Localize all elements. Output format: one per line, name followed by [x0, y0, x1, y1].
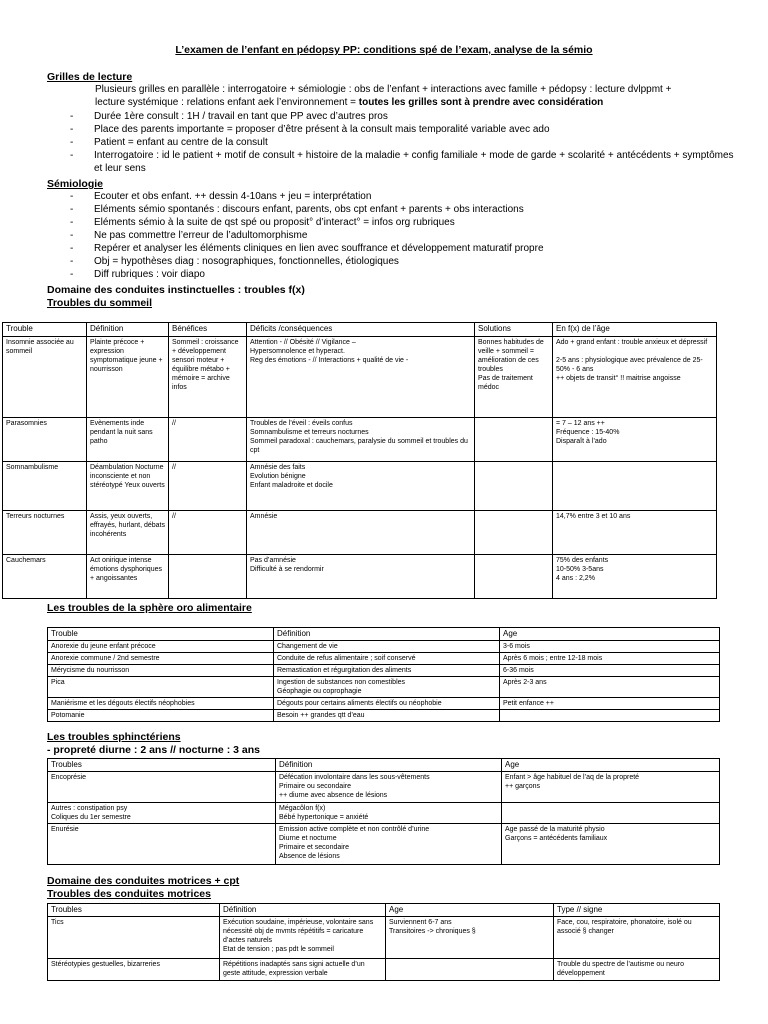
- table-cell: Conduite de refus alimentaire ; soif conservé: [274, 653, 500, 665]
- table-cell: Maniérisme et les dégouts électifs néophobies: [48, 698, 274, 710]
- column-header: Définition: [274, 628, 500, 641]
- subheading-sphincteriens: Les troubles sphinctériens: [47, 731, 181, 743]
- table-row: [48, 772, 720, 803]
- table-row: [48, 803, 720, 824]
- table-cell: Parasomnies: [3, 418, 87, 462]
- table-cell: Act onirique intense émotions dysphoriques + angoissantes: [87, 555, 169, 599]
- column-header: Bénéfices: [169, 323, 247, 337]
- table-cell: Troubles de l’éveil : éveils confus Somnambulisme et terreurs nocturnes Sommeil paradoxal : cauchemars, paralysie du sommeil et troubles du cpt: [247, 418, 475, 462]
- table-row: [3, 511, 717, 555]
- table-cell: Tics: [48, 917, 220, 959]
- table-cell: [386, 959, 554, 981]
- semio-bullet-text: Eléments sémio spontanés : discours enfant, parents, obs cpt enfant + parents + obs interactions: [94, 204, 524, 215]
- table-cell: Ingestion de substances non comestibles Géophagie ou coprophagie: [274, 677, 500, 698]
- table-cell: [502, 803, 720, 824]
- table-row: [48, 959, 720, 981]
- column-header: Age: [386, 904, 554, 917]
- sphincteriens-table: [47, 758, 720, 865]
- table-cell: Amnésie des faits Evolution bénigne Enfant maladroite et docile: [247, 462, 475, 511]
- table-cell: Répétitions inadaptés sans signi actuelle d’un geste attitude, expression verbale: [220, 959, 386, 981]
- motrices-table: [47, 903, 720, 981]
- table-cell: [475, 555, 553, 599]
- table-cell: Amnésie: [247, 511, 475, 555]
- table-row: [3, 462, 717, 511]
- table-cell: Emission active complète et non contrôlé d’urine Diurne et nocturne Primaire et secondaire Absence de lésions: [276, 824, 502, 865]
- grilles-intro-emphasis: toutes les grilles sont à prendre avec considération: [358, 97, 604, 108]
- table-header-row: [48, 904, 720, 917]
- table-cell: Anorexie du jeune enfant précoce: [48, 641, 274, 653]
- table-cell: Enfant > âge habituel de l’aq de la propreté ++ garçons: [502, 772, 720, 803]
- oro-alimentaire-table: [47, 627, 720, 722]
- subheading-oro-alimentaire: Les troubles de la sphère oro alimentaire: [47, 602, 252, 614]
- table-row: [3, 418, 717, 462]
- semio-bullet-text: Diff rubriques : voir diapo: [94, 269, 205, 280]
- table-cell: = 7 – 12 ans ++ Fréquence : 15-40% Disparaît à l’ado: [553, 418, 717, 462]
- column-header: Age: [500, 628, 720, 641]
- table-cell: [475, 511, 553, 555]
- table-cell: Exécution soudaine, impérieuse, volontaire sans nécessité obj de mvmts répétitifs = caricature d’actes naturels Etat de tension ; pas pdt le sommeil: [220, 917, 386, 959]
- table-cell: Petit enfance ++: [500, 698, 720, 710]
- table-cell: Age passé de la maturité physio Garçons = antécédents familiaux: [502, 824, 720, 865]
- column-header: Trouble: [48, 628, 274, 641]
- table-cell: Trouble du spectre de l’autisme ou neuro développement: [554, 959, 720, 981]
- table-cell: Evènements inde pendant la nuit sans patho: [87, 418, 169, 462]
- table-cell: //: [169, 511, 247, 555]
- table-row: [48, 665, 720, 677]
- table-cell: Insomnie associée au sommeil: [3, 337, 87, 418]
- table-row: [48, 824, 720, 865]
- semio-bullet-text: Ne pas commettre l’erreur de l’adultomorphisme: [94, 230, 308, 241]
- table-row: [48, 641, 720, 653]
- table-cell: Assis, yeux ouverts, effrayés, hurlant, débats incohérents: [87, 511, 169, 555]
- table-row: [48, 710, 720, 722]
- sommeil-table: [2, 322, 717, 599]
- table-cell: 75% des enfants 10-50% 3-5ans 4 ans : 2,2%: [553, 555, 717, 599]
- table-header-row: [48, 628, 720, 641]
- table-cell: [553, 462, 717, 511]
- table-cell: Stéréotypies gestuelles, bizarreries: [48, 959, 220, 981]
- column-header: Définition: [276, 759, 502, 772]
- table-cell: Plainte précoce + expression symptomatique jeune + nourrisson: [87, 337, 169, 418]
- table-cell: Ado + grand enfant : trouble anxieux et dépressif 2-5 ans : physiologique avec prévalence de 25-50% - 6 ans ++ objets de transit° !! maitrise angoisse: [553, 337, 717, 418]
- table-cell: Terreurs nocturnes: [3, 511, 87, 555]
- table-cell: [169, 555, 247, 599]
- table-cell: Après 2-3 ans: [500, 677, 720, 698]
- sphincteriens-note: - propreté diurne : 2 ans // nocturne : 3 ans: [47, 744, 260, 756]
- table-cell: 14,7% entre 3 et 10 ans: [553, 511, 717, 555]
- column-header: Solutions: [475, 323, 553, 337]
- column-header: Troubles: [48, 904, 220, 917]
- table-cell: Enurésie: [48, 824, 276, 865]
- table-header-row: [48, 759, 720, 772]
- table-cell: Défécation involontaire dans les sous-vêtements Primaire ou secondaire ++ diurne avec absence de lésions: [276, 772, 502, 803]
- column-header: Trouble: [3, 323, 87, 337]
- table-cell: Autres : constipation psy Coliques du 1er semestre: [48, 803, 276, 824]
- table-header-row: [3, 323, 717, 337]
- table-cell: Attention - // Obésité // Vigilance – Hypersomnolence et hyperact. Reg des émotions - // Interactions + qualité de vie -: [247, 337, 475, 418]
- table-cell: Remastication et régurgitation des aliments: [274, 665, 500, 677]
- grilles-bullet-text: Patient = enfant au centre de la consult: [94, 137, 268, 148]
- column-header: Age: [502, 759, 720, 772]
- column-header: Troubles: [48, 759, 276, 772]
- table-cell: Potomanie: [48, 710, 274, 722]
- grilles-bullet-text: Place des parents importante = proposer d’être présent à la consult mais temporalité variable avec ado: [94, 124, 550, 135]
- semio-bullet-text: Repérer et analyser les éléments cliniques en lien avec souffrance et développement maturatif propre: [94, 243, 544, 254]
- table-cell: 3-6 mois: [500, 641, 720, 653]
- subheading-motrices: Troubles des conduites motrices: [47, 888, 211, 900]
- table-cell: Besoin ++ grandes qtt d’eau: [274, 710, 500, 722]
- table-cell: Somnambulisme: [3, 462, 87, 511]
- table-cell: Pica: [48, 677, 274, 698]
- semio-bullet-text: Ecouter et obs enfant. ++ dessin 4-10ans + jeu = interprétation: [94, 191, 372, 202]
- subheading-sommeil: Troubles du sommeil: [47, 297, 153, 309]
- table-cell: 6-36 mois: [500, 665, 720, 677]
- table-cell: Mégacôlon f(x) Bébé hypertonique = anxiété: [276, 803, 502, 824]
- grilles-intro-line-1: Plusieurs grilles en parallèle : interrogatoire + sémiologie : obs de l’enfant + interactions avec famille + pédopsy : lecture dvlppmt +: [95, 84, 672, 95]
- table-row: [3, 555, 717, 599]
- table-cell: Cauchemars: [3, 555, 87, 599]
- table-cell: Surviennent 6-7 ans Transitoires -> chroniques §: [386, 917, 554, 959]
- table-cell: Face, cou, respiratoire, phonatoire, isolé ou associé § changer: [554, 917, 720, 959]
- table-row: [48, 917, 720, 959]
- table-cell: //: [169, 462, 247, 511]
- page-title: L’examen de l’enfant en pédopsy PP: conditions spé de l’exam, analyse de la sémio: [175, 44, 593, 56]
- table-cell: [475, 418, 553, 462]
- table-cell: Anorexie commune / 2nd semestre: [48, 653, 274, 665]
- table-cell: Après 6 mois ; entre 12-18 mois: [500, 653, 720, 665]
- table-row: [48, 653, 720, 665]
- table-cell: [500, 710, 720, 722]
- document-page: L’examen de l’enfant en pédopsy PP: conditions spé de l’exam, analyse de la sémio Grilles de lecture Plusieurs grilles en parallèle : interrogatoire + sémiologie : obs de l’enfant + interactions avec famille + pédopsy : lecture dvlppmt + lecture systémique : relations enfant aek l’environnement = toutes les grilles sont à prendre avec considération - Durée 1ère consult : 1H / travail en tant que PP avec d’autres pros - Place des parents importante = proposer d’être présent à la consult mais temporalité variable avec ado - Patient = enfant au centre de la consult - Interrogatoire : id le patient + motif de consult + histoire de la maladie + config familiale + mode de garde + scolarité + antécédents + symptômes et leur sens Sémiologie - Ecouter et obs enfant. ++ dessin 4-10ans + jeu = interprétation - Eléments sémio spontanés : discours enfant, parents, obs cpt enfant + parents + obs interactions - Eléments sémio à la suite de qst spé ou proposit° d’interact° = infos org rubriques - Ne pas commettre l’erreur de l’adultomorphisme - Repérer et analyser les éléments cliniques en lien avec souffrance et développement maturatif propre - Obj = hypothèses diag : nosographiques, fonctionnelles, étiologiques - Diff rubriques : voir diapo Domaine des conduites instinctuelles : troubles f(x) Troubles du sommeil Trouble Définition Bénéfices Déficits /conséquences Solutions En f(x) de l’âge Insomnie associée au sommeil Plainte précoce + expression symptomatique jeune + nourrisson Sommeil : croissance + développement sensori moteur + équilibre métabo + mémoire = archive infos Attention - // Obésité // Vigilance – Hypersomnolence et hyperact. Reg des émotions - // Interactions + qualité de vie - Bonnes habitudes de veille + sommeil = amélioration de ces troubles Pas de traitement médoc Ado + grand enfant : trouble anxieux et dépressif 2-5 ans : physiologique avec prévalence de 25-50% - 6 ans ++ objets de transit° !! maitrise angoisse Parasomnies Evènements inde pendant la nuit sans patho // Troubles de l’éveil : éveils confus Somnambulisme et terreurs nocturnes Sommeil paradoxal : cauchemars, paralysie du sommeil et troubles du cpt = 7 – 12 ans ++ Fréquence : 15-40% Disparaît à l’ado Somnambulisme Déambulation Nocturne inconsciente et non stéréotypé Yeux ouverts // Amnésie des faits Evolution bénigne Enfant maladroite et docile Terreurs nocturnes Assis, yeux ouverts, effrayés, hurlant, débats incohérents // Amnésie 14,7% entre 3 et 10 ans Cauchemars Act onirique intense émotions dysphoriques + angoissantes Pas d’amnésie Difficulté à se rendormir 75% des enfants 10-50% 3-5ans 4 ans : 2,2% Les troubles de la sphère oro alimentaire Trouble Définition Age Anorexie du jeune enfant précoce Changement de vie 3-6 mois Anorexie commune / 2nd semestre Conduite de refus alimentaire ; soif conservé Après 6 mois ; entre 12-18 mois Mérycisme du nourrisson Remastication et régurgitation des aliments 6-36 mois Pica Ingestion de substances non comestibles Géophagie ou coprophagie Après 2-3 ans Maniérisme et les dégouts électifs néophobies Dégouts pour certains aliments électifs ou néophobie Petit enfance ++ Potomanie Besoin ++ grandes qtt d’eau Les troubles sphinctériens - propreté diurne : 2 ans // nocturne : 3 ans Troubles Définition Age Encoprésie Défécation involontaire dans les sous-vêtements Primaire ou secondaire ++ diurne avec absence de lésions Enfant > âge habituel de l’aq de la propreté ++ garçons Autres : constipation psy Coliques du 1er semestre Mégacôlon f(x) Bébé hypertonique = anxiété Enurésie Emission active complète et non contrôlé d’urine Diurne et nocturne Primaire et secondaire Absence de lésions Age passé de la maturité physio Garçons = antécédents familiaux Domaine des conduites motrices + cpt Troubles des conduites motrices Troubles Définition Age Type // signe Tics Exécution soudaine, impérieuse, volontaire sans nécessité obj de mvmts répétitifs = caricature d’actes naturels Etat de tension ; pas pdt le sommeil Surviennent 6-7 ans Transitoires -> chroniques § Face, cou, respiratoire, phonatoire, isolé ou associé § changer Stéréotypies gestuelles, bizarreries Répétitions inadaptés sans signi actuelle d’un geste attitude, expression verbale Trouble du spectre de l’autisme ou neuro développement: [0, 0, 768, 1024]
- column-header: Type // signe: [554, 904, 720, 917]
- table-cell: Changement de vie: [274, 641, 500, 653]
- grilles-bullet-text: Interrogatoire : id le patient + motif de consult + histoire de la maladie + config familiale + mode de garde + scolarité + antécédents + symptômes et leur sens: [94, 150, 734, 174]
- grilles-intro-text: lecture systémique : relations enfant aek l’environnement =: [95, 97, 359, 108]
- table-cell: //: [169, 418, 247, 462]
- column-header: Déficits /conséquences: [247, 323, 475, 337]
- section-heading-instinct: Domaine des conduites instinctuelles : troubles f(x): [47, 284, 305, 296]
- table-cell: Encoprésie: [48, 772, 276, 803]
- table-row: [48, 698, 720, 710]
- table-cell: Sommeil : croissance + développement sensori moteur + équilibre métabo + mémoire = archive infos: [169, 337, 247, 418]
- table-cell: Pas d’amnésie Difficulté à se rendormir: [247, 555, 475, 599]
- grilles-intro-line-2: [95, 97, 735, 110]
- table-cell: Dégouts pour certains aliments électifs ou néophobie: [274, 698, 500, 710]
- section-heading-motrices: Domaine des conduites motrices + cpt: [47, 875, 240, 887]
- semio-bullet-text: Obj = hypothèses diag : nosographiques, fonctionnelles, étiologiques: [94, 256, 399, 267]
- table-cell: Mérycisme du nourrisson: [48, 665, 274, 677]
- column-header: En f(x) de l’âge: [553, 323, 717, 337]
- section-heading-semiologie: Sémiologie: [47, 178, 104, 190]
- table-row: [3, 337, 717, 418]
- table-cell: Déambulation Nocturne inconsciente et non stéréotypé Yeux ouverts: [87, 462, 169, 511]
- table-row: [48, 677, 720, 698]
- column-header: Définition: [87, 323, 169, 337]
- table-cell: Bonnes habitudes de veille + sommeil = amélioration de ces troubles Pas de traitement médoc: [475, 337, 553, 418]
- section-heading-grilles: Grilles de lecture: [47, 71, 133, 83]
- semio-bullet-text: Eléments sémio à la suite de qst spé ou proposit° d’interact° = infos org rubriques: [94, 217, 455, 228]
- column-header: Définition: [220, 904, 386, 917]
- grilles-bullet-text: Durée 1ère consult : 1H / travail en tant que PP avec d’autres pros: [94, 111, 388, 122]
- table-cell: [475, 462, 553, 511]
